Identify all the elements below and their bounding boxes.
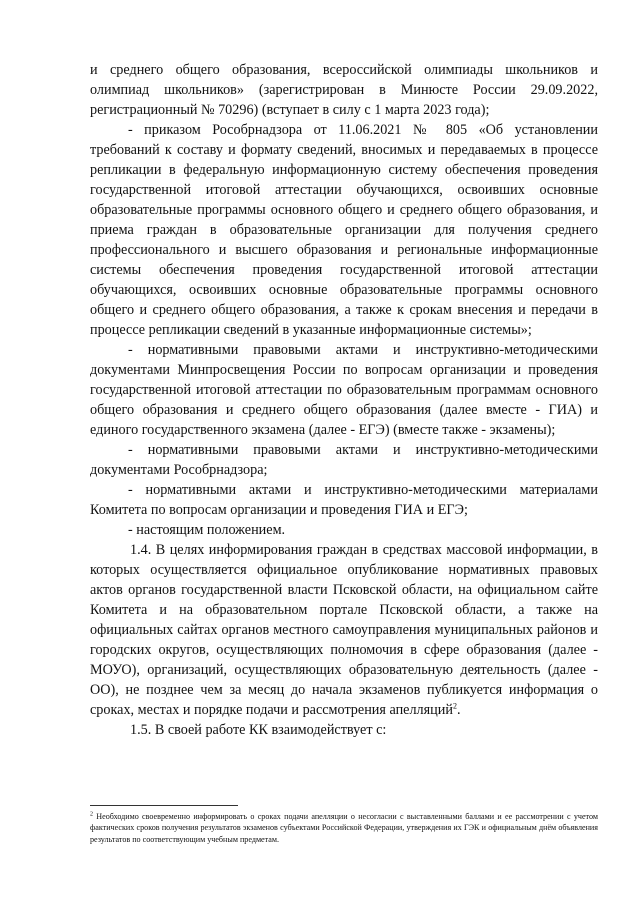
document-body [90, 60, 598, 740]
footnote-reference[interactable]: 2 [452, 701, 457, 711]
footnote-text: Необходимо своевременно информировать о сроках подачи апелляции о несогласии с выставленными баллами и ее рассмотрении с учетом фактических сроков получения результатов экзаменов субъектами Российской Федерации, утверждения их ГЭК и официальным днём объявления результатов по соответствующим учебным предметам. [90, 812, 598, 844]
paragraph-rosobrnadzor-acts: - нормативными правовыми актами и инструктивно-методическими документами Рособрнадзора; [90, 442, 598, 478]
footnote-separator [90, 805, 238, 806]
footnote-number: 2 [90, 811, 93, 818]
paragraph-minprosveshcheniya-acts: - нормативными правовыми актами и инструктивно-методическими документами Минпросвещения России по вопросам организации и проведения государственной итоговой аттестации по образовательным программам основного общего образования и среднего общего образования (далее вместе - ГИА) и единого государственного экзамена (далее - ЕГЭ) (вместе также - экзамены); [90, 342, 598, 438]
footnote [90, 811, 598, 845]
section-1-4-tail: . [456, 702, 461, 718]
section-1-4-text: 1.4. В целях информирования граждан в средствах массовой информации, в которых осуществляется официальное опубликование нормативных правовых актов органов государственной власти Псковской области, на официальном сайте Комитета и на образовательном портале Псковской области, а также на официальных сайтах органов местного самоуправления муниципальных районов и городских округов, осуществляющих полномочия в сфере образования (далее - МОУО), организаций, осуществляющих образовательную деятельность (далее - ОО), не позднее чем за месяц до начала экзаменов публикуется информация о сроках, местах и порядке подачи и рассмотрения апелляций [90, 542, 598, 718]
paragraph-continuation: и среднего общего образования, всероссийской олимпиады школьников и олимпиад школьников» (зарегистрирован в Минюсте России 29.09.2022, регистрационный № 70296) (вступает в силу с 1 марта 2023 года); [90, 62, 598, 118]
paragraph-section-1-5: 1.5. В своей работе КК взаимодействует с: [130, 722, 387, 738]
paragraph-rosobrnadzor-order: - приказом Рособрнадзора от 11.06.2021 № 805 «Об установлении требований к составу и формату сведений, вносимых и передаваемых в процессе репликации в федеральную информационную систему обеспечения проведения государственной итоговой аттестации обучающихся, освоивших основные образовательные программы основного общего и среднего общего образования, и приема граждан в образовательные организации для получения среднего профессионального и высшего образования и региональные информационные системы обеспечения проведения государственной итоговой аттестации обучающихся, освоивших основные образовательные программы основного общего и среднего общего образования, а также к срокам внесения и передачи в процессе репликации сведений в указанные информационные системы»; [90, 122, 598, 338]
paragraph-committee-acts: - нормативными актами и инструктивно-методическими материалами Комитета по вопросам организации и проведения ГИА и ЕГЭ; [90, 482, 598, 518]
paragraph-section-1-4 [90, 540, 598, 720]
paragraph-this-regulation: - настоящим положением. [128, 522, 286, 538]
